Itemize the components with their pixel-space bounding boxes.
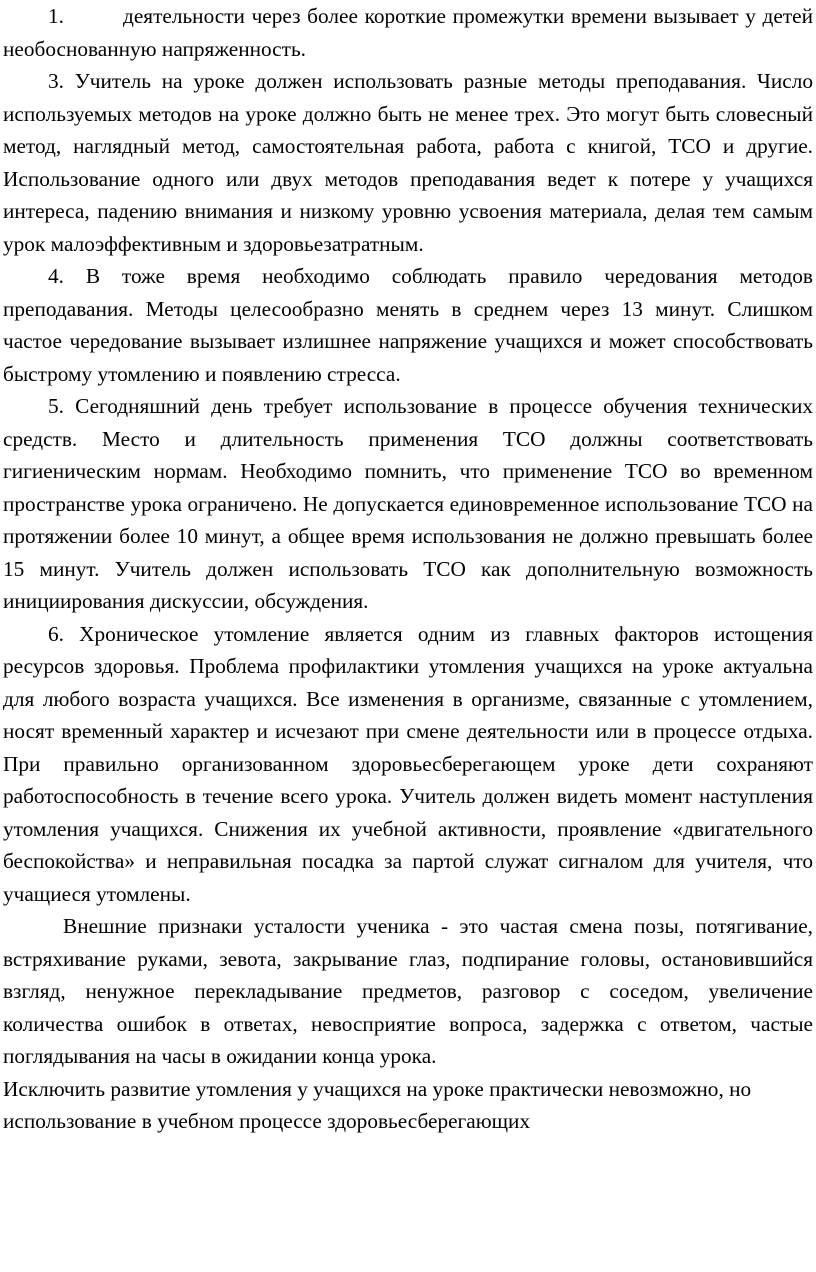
paragraph-conclusion: Исключить развитие утомления у учащихся на уроке практически невозможно, но использование в учебном процессе здоровьесберегающих <box>3 1076 752 1133</box>
paragraph-3: 3. Учитель на уроке должен использовать разные методы преподавания. Число используемых методов на уроке должно быть не менее трех. Это могут быть словесный метод, наглядный метод, самостоятельная работа, работа с книгой, ТСО и другие. Использование одного или двух методов преподавания ведет к потере у учащихся интереса, падению внимания и низкому уровню усвоения материала, делая тем самым урок малоэффективным и здоровьезатратным. <box>3 69 813 256</box>
paragraph-1 <box>3 0 813 65</box>
paragraph-text: деятельности через более короткие промежутки времени вызывает у детей необоснованную напряженность. <box>3 4 813 61</box>
paragraph-external-signs: Внешние признаки усталости ученика - это частая смена позы, потягивание, встряхивание руками, зевота, закрывание глаз, подпирание головы, остановившийся взгляд, ненужное перекладывание предметов, разговор с соседом, увеличение количества ошибок в ответах, невосприятие вопроса, задержка с ответом, частые поглядывания на часы в ожидании конца урока. <box>3 914 813 1068</box>
list-number: 1. <box>48 4 64 28</box>
paragraph-6: 6. Хроническое утомление является одним из главных факторов истощения ресурсов здоровья. Проблема профилактики утомления учащихся на уроке актуальна для любого возраста учащихся. Все изменения в организме, связанные с утомлением, носят временный характер и исчезают при смене деятельности или в процессе отдыха. При правильно организованном здоровьесберегающем уроке дети сохраняют работоспособность в течение всего урока. Учитель должен видеть момент наступления утомления учащихся. Снижения их учебной активности, проявление «двигательного беспокойства» и неправильная посадка за партой служат сигналом для учителя, что учащиеся утомлены. <box>3 621 813 906</box>
paragraph-5: 5. Сегодняшний день требует использование в процессе обучения технических средств. Место и длительность применения ТСО должны соответствовать гигиеническим нормам. Необходимо помнить, что применение ТСО во временном пространстве урока ограничено. Не допускается единовременное использование ТСО на протяжении более 10 минут, а общее время использования не должно превышать более 15 минут. Учитель должен использовать ТСО как дополнительную возможность инициирования дискуссии, обсуждения. <box>3 394 813 613</box>
paragraph-4: 4. В тоже время необходимо соблюдать правило чередования методов преподавания. Методы целесообразно менять в среднем через 13 минут. Слишком частое чередование вызывает излишнее напряжение учащихся и может способствовать быстрому утомлению и появлению стресса. <box>3 264 813 386</box>
